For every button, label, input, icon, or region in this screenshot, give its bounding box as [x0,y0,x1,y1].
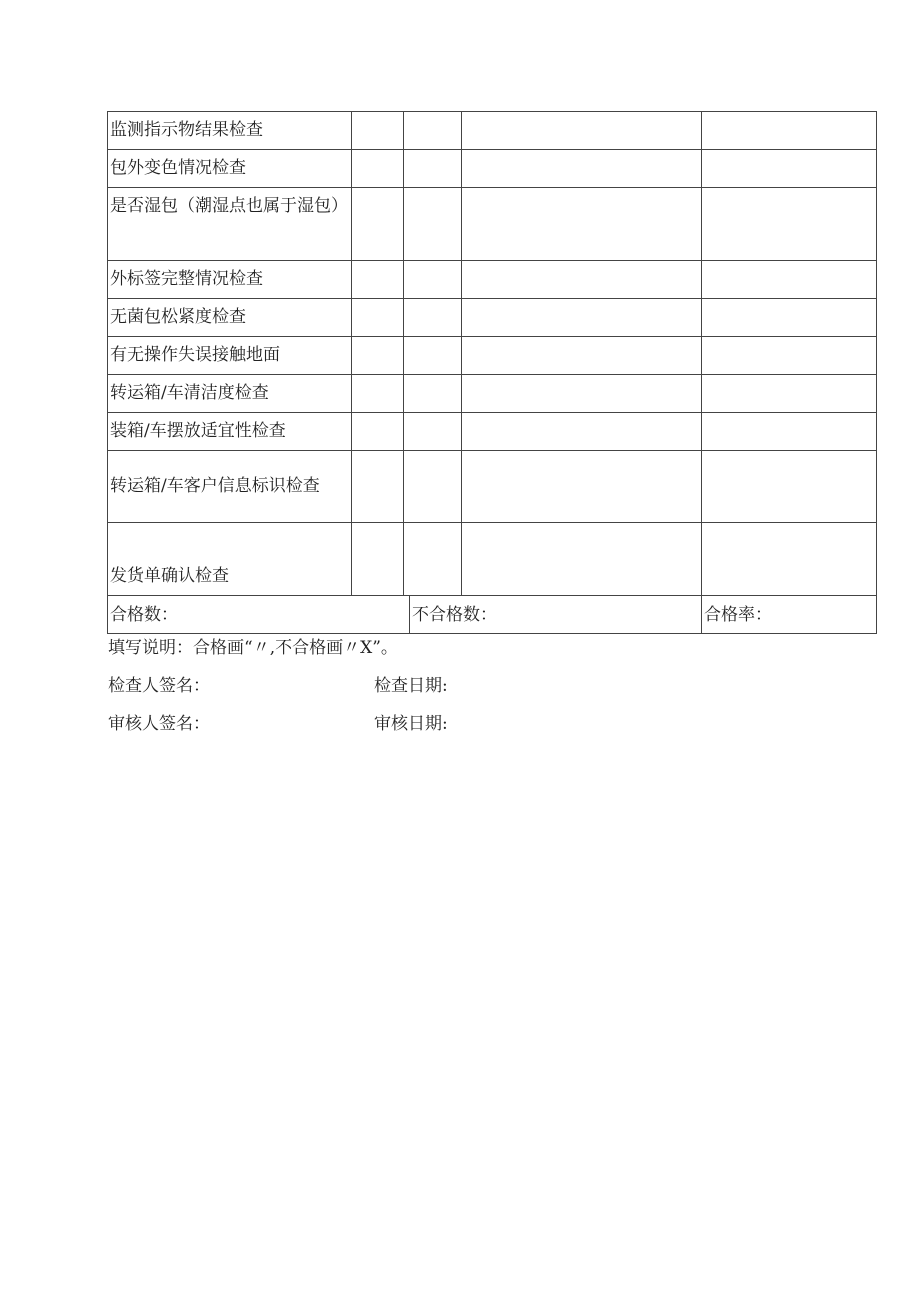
row-label: 是否湿包（潮湿点也属于湿包） [108,188,352,261]
remark-cell[interactable] [462,188,702,261]
row-label: 装箱/车摆放适宜性检查 [108,413,352,451]
pass-count-label: 合格数： [108,596,410,634]
table-row [108,112,877,150]
check-cell[interactable] [352,337,404,375]
note-cell[interactable] [702,150,877,188]
table-row [108,337,877,375]
row-label: 无菌包松紧度检查 [108,299,352,337]
check-cell[interactable] [404,337,462,375]
note-cell[interactable] [702,523,877,596]
remark-cell[interactable] [462,150,702,188]
check-cell[interactable] [404,299,462,337]
table-row [108,299,877,337]
row-label: 转运箱/车清洁度检查 [108,375,352,413]
note-cell[interactable] [702,112,877,150]
pass-rate-label: 合格率： [702,596,877,634]
fill-instructions: 填写说明：合格画“〃,不合格画〃X”。 [108,638,398,658]
check-cell[interactable] [352,112,404,150]
reviewer-signature-label: 审核人签名： [108,714,210,734]
table-row [108,150,877,188]
check-cell[interactable] [352,188,404,261]
row-label: 外标签完整情况检查 [108,261,352,299]
row-label: 转运箱/车客户信息标识检查 [108,451,352,523]
remark-cell[interactable] [462,299,702,337]
table-footer-row [108,596,877,634]
remark-cell[interactable] [462,523,702,596]
check-cell[interactable] [352,299,404,337]
check-cell[interactable] [404,523,462,596]
row-label: 有无操作失误接触地面 [108,337,352,375]
review-date-label: 审核日期: [374,714,448,734]
check-cell[interactable] [404,413,462,451]
remark-cell[interactable] [462,375,702,413]
check-cell[interactable] [352,150,404,188]
inspect-date-label: 检查日期: [374,676,448,696]
table-row [108,413,877,451]
remark-cell[interactable] [462,261,702,299]
row-label: 监测指示物结果检查 [108,112,352,150]
note-cell[interactable] [702,337,877,375]
check-cell[interactable] [352,451,404,523]
table-row [108,188,877,261]
check-cell[interactable] [404,112,462,150]
inspection-table [107,111,877,634]
note-cell[interactable] [702,188,877,261]
note-cell[interactable] [702,451,877,523]
note-cell[interactable] [702,375,877,413]
check-cell[interactable] [404,150,462,188]
remark-cell[interactable] [462,337,702,375]
table-row [108,375,877,413]
check-cell[interactable] [404,188,462,261]
fail-count-label: 不合格数： [410,596,702,634]
check-cell[interactable] [352,413,404,451]
row-label: 包外变色情况检查 [108,150,352,188]
check-cell[interactable] [404,375,462,413]
note-cell[interactable] [702,299,877,337]
check-cell[interactable] [404,261,462,299]
table-row [108,451,877,523]
remark-cell[interactable] [462,112,702,150]
note-cell[interactable] [702,261,877,299]
check-cell[interactable] [352,523,404,596]
check-cell[interactable] [352,261,404,299]
note-cell[interactable] [702,413,877,451]
check-cell[interactable] [352,375,404,413]
table-row [108,261,877,299]
remark-cell[interactable] [462,451,702,523]
inspector-signature-label: 检查人签名： [108,676,210,696]
remark-cell[interactable] [462,413,702,451]
check-cell[interactable] [404,451,462,523]
row-label: 发货单确认检查 [108,523,352,596]
table-row [108,523,877,596]
